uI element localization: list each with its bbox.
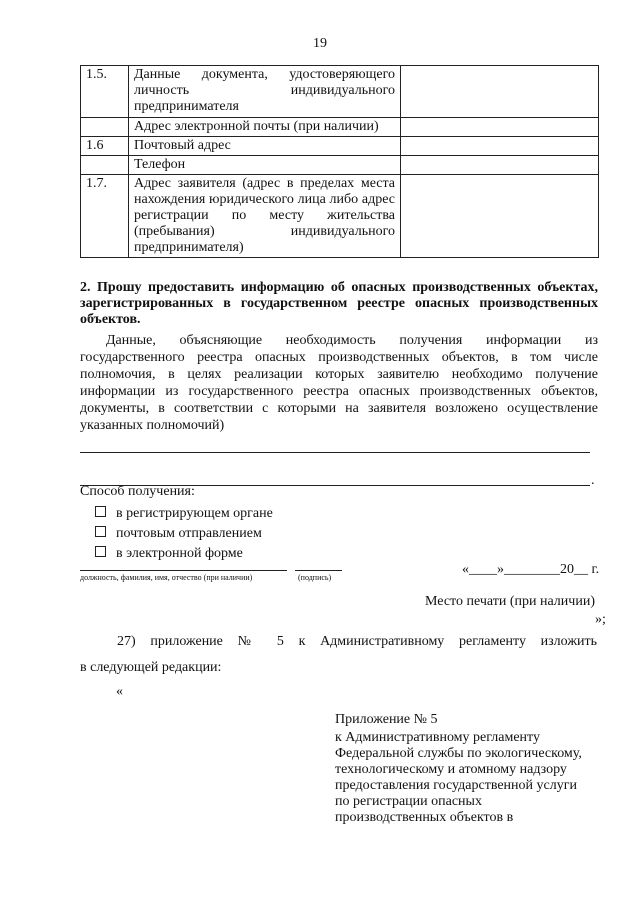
row-label: Данные документа, удостоверяющего личность индивидуального предпринимателя — [129, 66, 401, 118]
table-row — [81, 137, 599, 156]
row-label: Почтовый адрес — [129, 137, 401, 156]
line-end-dot: . — [591, 473, 595, 488]
row-number: 1.6 — [81, 137, 129, 156]
table-row — [81, 66, 599, 118]
option-label: в электронной форме — [116, 546, 243, 561]
stamp-caption: Место печати (при наличии) — [425, 594, 595, 609]
row-label: Телефон — [129, 156, 401, 175]
row-number — [81, 156, 129, 175]
receipt-method-label: Способ получения: — [80, 484, 195, 499]
row-number: 1.7. — [81, 175, 129, 258]
table-row — [81, 118, 599, 137]
amendment-line-1: 27) приложение № 5 к Административному регламенту изложить — [117, 634, 597, 649]
table-row — [81, 156, 599, 175]
row-value[interactable] — [401, 66, 599, 118]
amendment-line-2: в следующей редакции: — [80, 660, 222, 675]
sign-line[interactable] — [295, 570, 342, 571]
appendix-line: по регистрации опасных — [335, 794, 482, 809]
row-number: 1.5. — [81, 66, 129, 118]
appendix-heading-block — [335, 712, 600, 826]
checkbox[interactable] — [95, 526, 106, 537]
option-registering-body[interactable] — [95, 506, 273, 522]
checkbox[interactable] — [95, 546, 106, 557]
appendix-line: технологическому и атомному надзору — [335, 762, 567, 777]
row-value[interactable] — [401, 118, 599, 137]
date-field[interactable]: «____»________20__ г. — [462, 562, 600, 577]
option-postal[interactable] — [95, 526, 262, 542]
option-electronic[interactable] — [95, 546, 243, 562]
row-value[interactable] — [401, 156, 599, 175]
row-value[interactable] — [401, 175, 599, 258]
section-heading: 2. Прошу предоставить информацию об опасных производственных объектах, зарегистрированных в государственном реестре опасных производственных объектов. — [80, 280, 598, 327]
appendix-line: производственных объектов в — [335, 810, 514, 825]
appendix-line: к Административному регламенту — [335, 730, 540, 745]
row-label: Адрес заявителя (адрес в пределах места нахождения юридического лица либо адрес регистрации по месту жительства (пребывания) индивидуального предпринимателя) — [129, 175, 401, 258]
position-signature-line[interactable] — [80, 570, 287, 571]
closing-quote: »; — [595, 612, 606, 627]
appendix-line: предоставления государственной услуги — [335, 778, 577, 793]
row-value[interactable] — [401, 137, 599, 156]
sign-caption: (подпись) — [298, 573, 332, 582]
page-number: 19 — [313, 36, 327, 51]
option-label: в регистрирующем органе — [116, 506, 273, 521]
row-label: Адрес электронной почты (при наличии) — [129, 118, 401, 137]
table-row — [81, 175, 599, 258]
position-caption: должность, фамилия, имя, отчество (при наличии) — [80, 573, 253, 582]
option-label: почтовым отправлением — [116, 526, 262, 541]
fill-line[interactable] — [80, 452, 590, 453]
checkbox[interactable] — [95, 506, 106, 517]
opening-quote: « — [116, 684, 123, 699]
applicant-data-table — [80, 65, 599, 258]
justification-paragraph — [80, 332, 598, 434]
appendix-title: Приложение № 5 — [335, 712, 438, 727]
paragraph-text: Данные, объясняющие необходимость получения информации из государственного реестра опасных производственных объектов, в том числе полномочия, в целях реализации которых заявителю необходимо получение информации из государственного реестра опасных производственных объектов, документы, в соответствии с которыми на заявителя возложено осуществление указанных полномочий) — [80, 333, 598, 433]
appendix-line: Федеральной службы по экологическому, — [335, 746, 582, 761]
row-number — [81, 118, 129, 137]
